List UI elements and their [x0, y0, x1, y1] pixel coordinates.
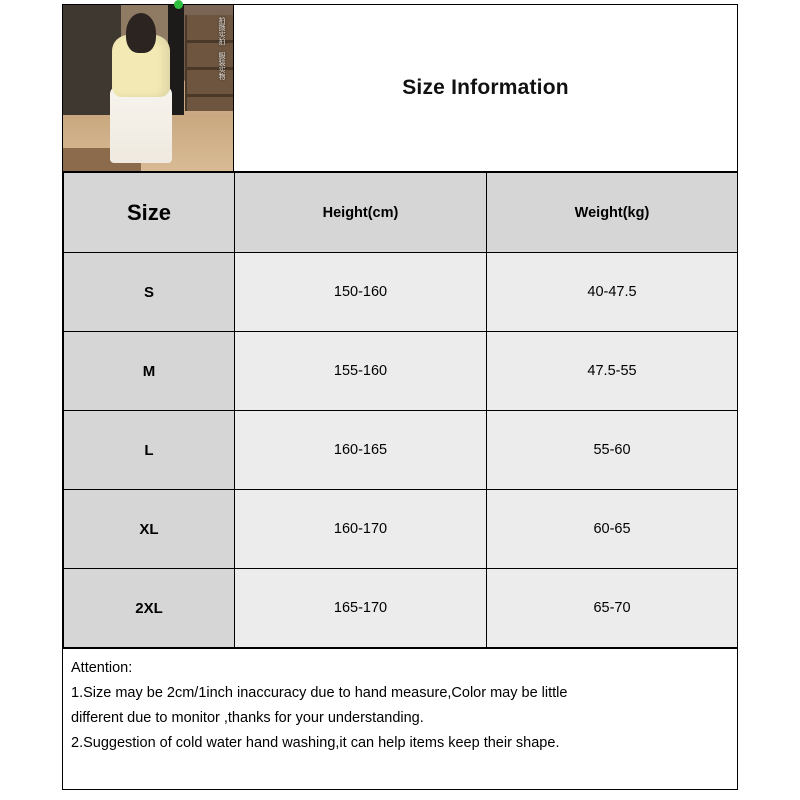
cell-weight: 55-60 [487, 411, 738, 490]
size-chart-frame [62, 4, 738, 790]
attention-line-1: 1.Size may be 2cm/1inch inaccuracy due to hand measure,Color may be little [71, 685, 568, 701]
photo-shelf [185, 15, 234, 111]
cell-size: M [64, 332, 235, 411]
attention-heading: Attention: [71, 660, 133, 676]
cell-weight: 47.5-55 [487, 332, 738, 411]
photo-model-hair [126, 13, 156, 53]
column-header-size: Size [64, 173, 235, 253]
table-header-row [64, 173, 738, 253]
header-row [63, 5, 737, 172]
model-photo [63, 5, 233, 171]
size-table [63, 172, 738, 648]
cell-size: S [64, 253, 235, 332]
cell-height: 160-170 [235, 490, 487, 569]
photo-caption-text: 拍摄实拍 服装实物 [218, 17, 225, 80]
attention-section [63, 648, 737, 785]
cell-height: 155-160 [235, 332, 487, 411]
cell-weight: 40-47.5 [487, 253, 738, 332]
model-photo-cell [63, 5, 234, 171]
cell-size: XL [64, 490, 235, 569]
cell-weight: 65-70 [487, 569, 738, 648]
title-cell [234, 5, 737, 171]
table-row [64, 411, 738, 490]
table-row [64, 490, 738, 569]
page-title: Size Information [402, 76, 569, 99]
cell-size: 2XL [64, 569, 235, 648]
photo-model-pants [110, 86, 172, 162]
table-row [64, 332, 738, 411]
cell-weight: 60-65 [487, 490, 738, 569]
cell-size: L [64, 411, 235, 490]
column-header-height: Height(cm) [235, 173, 487, 253]
cell-height: 150-160 [235, 253, 487, 332]
status-indicator-dot [174, 0, 183, 9]
attention-line-2: different due to monitor ,thanks for your understanding. [71, 710, 424, 726]
attention-line-3: 2.Suggestion of cold water hand washing,it can help items keep their shape. [71, 735, 560, 751]
table-row [64, 253, 738, 332]
cell-height: 165-170 [235, 569, 487, 648]
cell-height: 160-165 [235, 411, 487, 490]
table-row [64, 569, 738, 648]
column-header-weight: Weight(kg) [487, 173, 738, 253]
